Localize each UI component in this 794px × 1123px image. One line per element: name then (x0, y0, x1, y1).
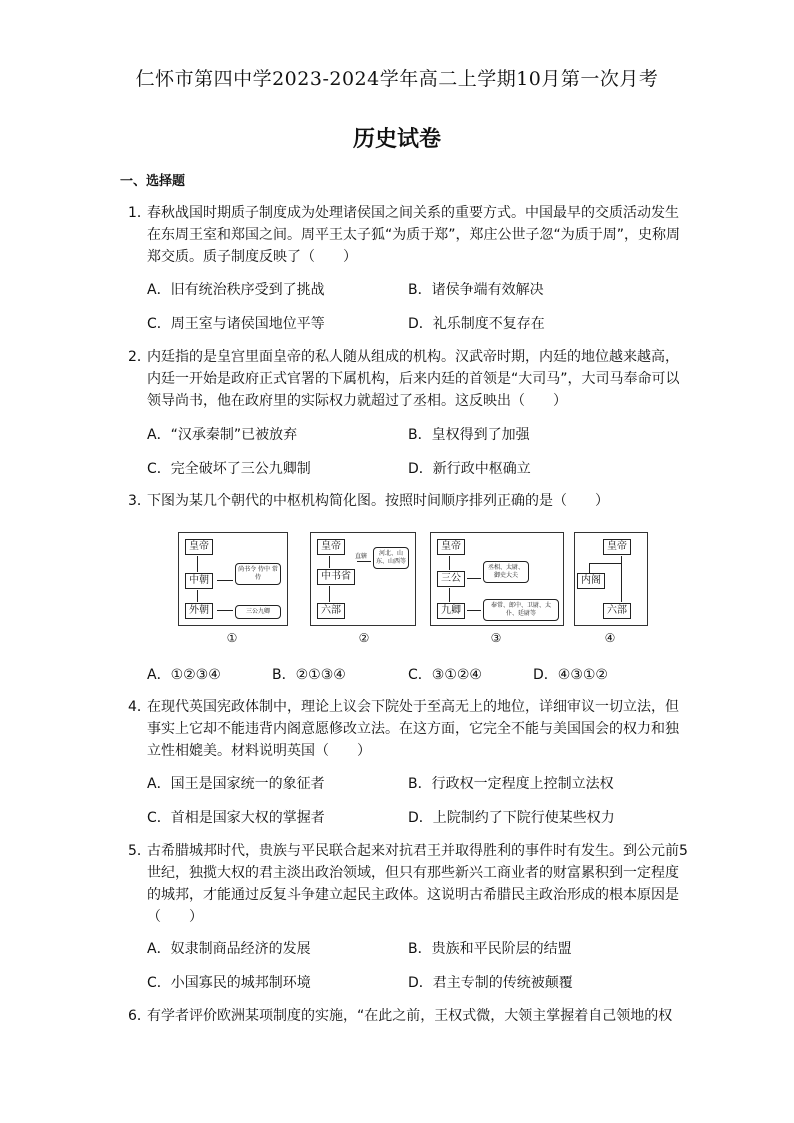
option-b[interactable]: B．皇权得到了加强 (408, 427, 530, 443)
option-a[interactable]: A．国王是国家统一的象征者 (147, 776, 325, 792)
option-d[interactable]: D．礼乐制度不复存在 (408, 316, 545, 332)
question-number: 5． (128, 843, 151, 859)
node-emperor: 皇帝 (317, 539, 345, 555)
question-4 (128, 696, 688, 762)
question-text: 在现代英国宪政体制中，理论上议会下院处于至高无上的地位，详细审议一切立法，但事实上它却不能违背内阁意愿修改立法。在这方面，它完全不能与美国国会的权力和独立性相媲美。材料说明英国（ ） (147, 699, 679, 759)
node-outer-court: 外朝 (185, 603, 213, 619)
option-b[interactable]: B．行政权一定程度上控制立法权 (408, 776, 614, 792)
diagram-3-label: ③ (490, 631, 502, 645)
question-number: 3． (128, 493, 151, 509)
option-d[interactable]: D．君主专制的传统被颠覆 (408, 975, 573, 991)
option-d[interactable]: D．新行政中枢确立 (408, 461, 531, 477)
option-c[interactable]: C．首相是国家大权的掌握者 (147, 810, 325, 826)
diagram-4-frame (574, 532, 648, 626)
diagram-1 (178, 532, 288, 626)
option-c[interactable]: C．周王室与诸侯国地位平等 (147, 316, 325, 332)
node-three-ducal: 三公 (437, 571, 465, 587)
question-text: 春秋战国时期质子制度成为处理诸侯国之间关系的重要方式。中国最早的交质活动发生在东周王室和郑国之间。周平王太子狐“为质于郑”，郑庄公世子忽“为质于周”，史称周郑交质。质子制度反映了（ ） (147, 205, 681, 265)
option-b[interactable]: B．诸侯争端有效解决 (408, 282, 544, 298)
option-d[interactable]: D．上院制约了下院行使某些权力 (408, 810, 615, 826)
option-b[interactable]: B．②①③④ (272, 667, 346, 683)
node-grand-secretariat: 内阁 (577, 573, 605, 589)
question-number: 6． (128, 1008, 151, 1024)
box-provinces: 河北、山东、山西等 (373, 547, 409, 569)
option-c[interactable]: C．小国寡民的城邦制环境 (147, 975, 311, 991)
box-nine-ministers: 奉常、郎中、卫尉、太仆、廷尉等 (483, 599, 559, 621)
box-inner-officials: 尚书令 侍中 常侍 (235, 563, 281, 585)
diagram-3 (430, 532, 564, 626)
option-a[interactable]: A．①②③④ (147, 667, 221, 683)
question-number: 2． (128, 349, 151, 365)
node-inner-court: 中朝 (185, 573, 213, 589)
central-institution-diagrams (178, 532, 627, 650)
question-1 (128, 202, 688, 268)
node-zhongshu: 中书省 (317, 569, 355, 585)
option-a[interactable]: A．奴隶制商品经济的发展 (147, 941, 311, 957)
option-d[interactable]: D．④③①② (533, 667, 608, 683)
question-5 (128, 840, 688, 928)
node-emperor: 皇帝 (437, 539, 465, 555)
question-text: 内廷指的是皇宫里面皇帝的私人随从组成的机构。汉武帝时期，内廷的地位越来越高，内廷一开始是政府正式官署的下属机构，后来内廷的首领是“大司马”，大司马奉命可以领导尚书，他在政府里的实际权力就超过了丞相。这反映出（ ） (147, 349, 680, 409)
option-c[interactable]: C．完全破坏了三公九卿制 (147, 461, 311, 477)
option-b[interactable]: B．贵族和平民阶层的结盟 (408, 941, 572, 957)
diagram-1-label: ① (226, 631, 238, 645)
node-six-ministries: 六部 (603, 603, 631, 619)
diagram-2-label: ② (358, 631, 370, 645)
question-number: 4． (128, 699, 151, 715)
node-six-ministries: 六部 (317, 603, 345, 619)
exam-title: 仁怀市第四中学2023-2024学年高二上学期10月第一次月考 (135, 68, 659, 90)
question-6 (128, 1005, 688, 1027)
exam-subtitle: 历史试卷 (352, 126, 441, 152)
option-a[interactable]: A．旧有统治秩序受到了挑战 (147, 282, 325, 298)
question-2 (128, 346, 688, 412)
question-3 (128, 490, 688, 512)
diagram-4-label: ④ (604, 631, 616, 645)
node-nine-ministers: 九卿 (437, 603, 465, 619)
question-text: 有学者评价欧洲某项制度的实施，“在此之前，王权式微，大领主掌握着自己领地的权 (147, 1008, 673, 1024)
question-text: 下图为某几个朝代的中枢机构简化图。按照时间顺序排列正确的是（ ） (147, 493, 609, 509)
box-three-ducal: 丞相、太尉、御史大夫 (483, 561, 529, 583)
question-number: 1． (128, 205, 151, 221)
box-outer-officials: 三公九卿 (235, 605, 281, 619)
option-a[interactable]: A．“汉承秦制”已被放弃 (147, 427, 298, 443)
node-emperor: 皇帝 (603, 539, 631, 555)
label-direct: 直辖 (355, 553, 368, 560)
question-text: 古希腊城邦时代，贵族与平民联合起来对抗君王并取得胜利的事件时有发生。到公元前5世纪，独揽大权的君主淡出政治领域，但只有那些新兴工商业者的财富累积到一定程度的城邦，才能通过反复斗争建立起民主政体。这说明古希腊民主政治形成的根本原因是（ ） (147, 843, 688, 925)
node-emperor: 皇帝 (185, 539, 213, 555)
diagram-2 (310, 532, 416, 626)
section-heading: 一、选择题 (120, 174, 186, 189)
option-c[interactable]: C．③①②④ (408, 667, 482, 683)
